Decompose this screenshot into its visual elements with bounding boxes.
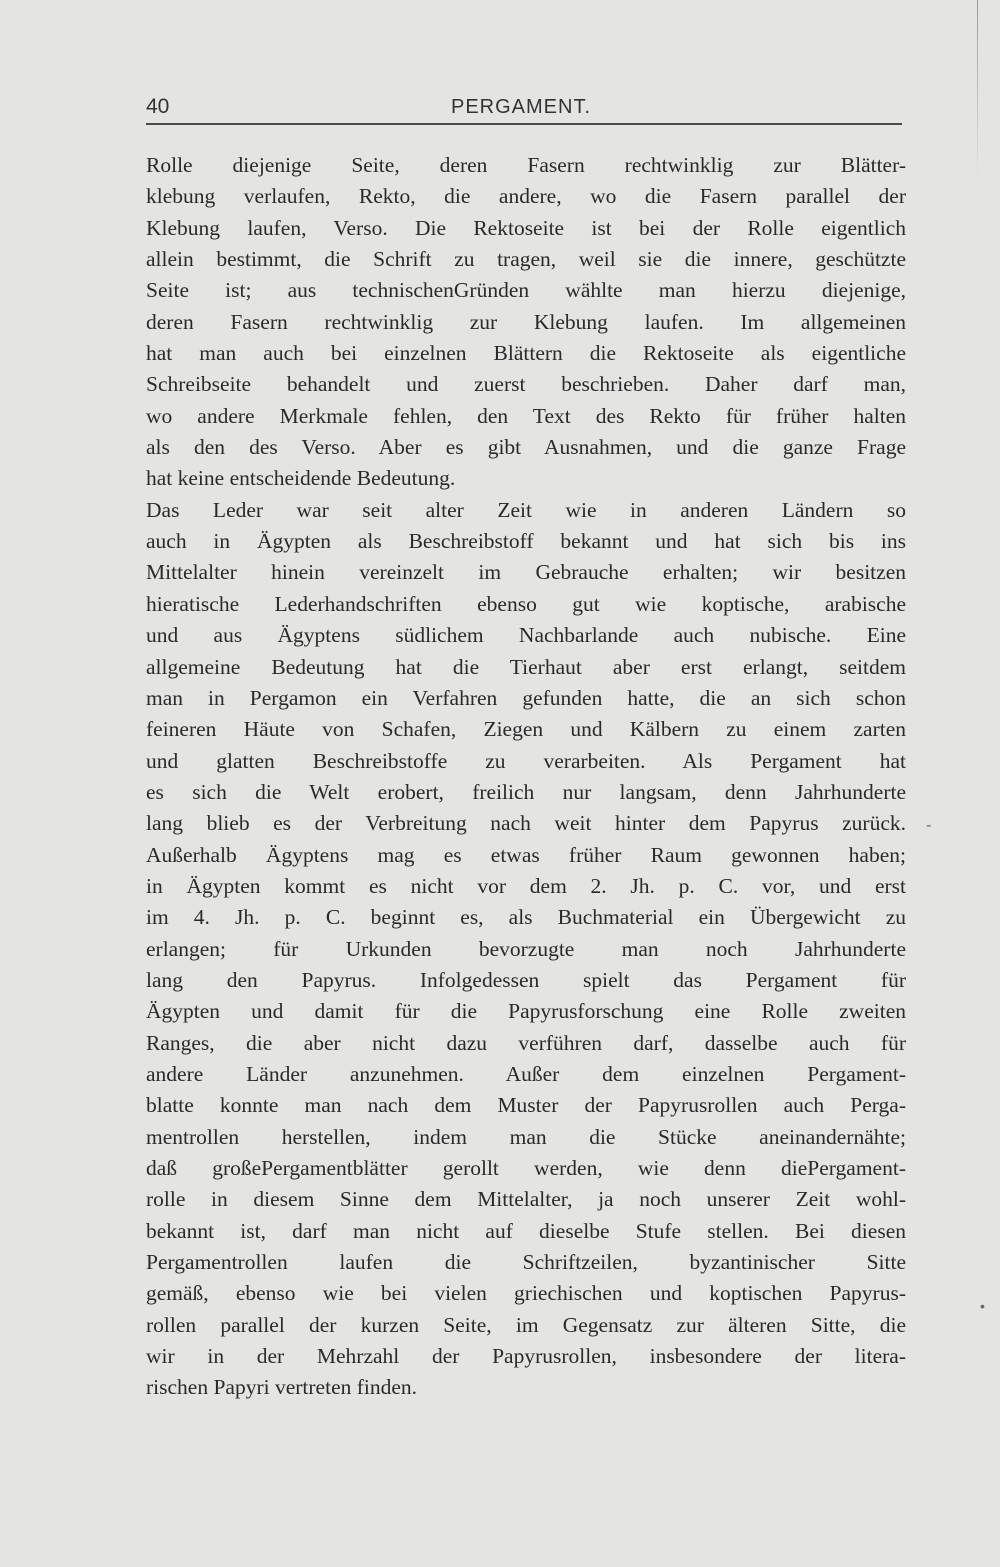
text-line: gemäß, ebenso wie bei vielen griechischen und koptischen Papyrus-: [146, 1281, 906, 1306]
body-text: [146, 150, 906, 1404]
text-line: Ägypten und damit für die Papyrusforschung eine Rolle zweiten: [146, 999, 906, 1024]
text-line: hat keine entscheidende Bedeutung.: [146, 466, 456, 491]
text-line: lang blieb es der Verbreitung nach weit hinter dem Papyrus zurück.: [146, 811, 906, 836]
text-line: Klebung laufen, Verso. Die Rektoseite ist bei der Rolle eigentlich: [146, 215, 906, 240]
text-line: rolle in diesem Sinne dem Mittelalter, ja noch unserer Zeit wohl-: [146, 1187, 906, 1212]
text-line: Seite ist; aus technischenGründen wählte man hierzu diejenige,: [146, 278, 906, 303]
text-line: daß großePergamentblätter gerollt werden, wie denn diePergament-: [146, 1156, 906, 1180]
text-line: und aus Ägyptens südlichem Nachbarlande auch nubische. Eine: [146, 623, 906, 648]
text-line: Ranges, die aber nicht dazu verführen darf, dasselbe auch für: [146, 1030, 906, 1055]
text-line: Außerhalb Ägyptens mag es etwas früher Raum gewonnen haben;: [146, 842, 906, 867]
text-line: im 4. Jh. p. C. beginnt es, als Buchmaterial ein Übergewicht zu: [146, 905, 906, 930]
text-line: Rolle diejenige Seite, deren Fasern rechtwinklig zur Blätter-: [146, 153, 906, 177]
text-line: bekannt ist, darf man nicht auf dieselbe Stufe stellen. Bei diesen: [146, 1218, 906, 1243]
page-header: [146, 92, 902, 126]
header-rule: [146, 123, 902, 125]
text-line: Mittelalter hinein vereinzelt im Gebrauche erhalten; wir besitzen: [146, 560, 906, 585]
text-line: und glatten Beschreibstoffe zu verarbeiten. Als Pergament hat: [146, 748, 906, 773]
text-line: auch in Ägypten als Beschreibstoff bekannt und hat sich bis ins: [146, 529, 906, 554]
text-line: mentrollen herstellen, indem man die Stücke aneinandernähte;: [146, 1124, 906, 1149]
text-line: Pergamentrollen laufen die Schriftzeilen, byzantinischer Sitte: [146, 1250, 906, 1275]
text-line: rischen Papyri vertreten finden.: [146, 1375, 418, 1400]
text-line: deren Fasern rechtwinklig zur Klebung laufen. Im allgemeinen: [146, 309, 906, 334]
margin-dot-mark: •: [980, 1298, 985, 1314]
text-line: hat man auch bei einzelnen Blättern die Rektoseite als eigentliche: [146, 341, 906, 366]
text-line: hieratische Lederhandschriften ebenso gut wie koptische, arabische: [146, 591, 906, 616]
text-line: rollen parallel der kurzen Seite, im Gegensatz zur älteren Sitte, die: [146, 1312, 906, 1337]
text-line: man in Pergamon ein Verfahren gefunden hatte, die an sich schon: [146, 685, 906, 710]
text-line: klebung verlaufen, Rekto, die andere, wo die Fasern parallel der: [146, 184, 906, 209]
text-line: es sich die Welt erobert, freilich nur langsam, denn Jahrhunderte: [146, 779, 906, 804]
page-edge-shadow: [977, 0, 978, 180]
text-line: in Ägypten kommt es nicht vor dem 2. Jh. p. C. vor, und erst: [146, 873, 906, 898]
text-line: allein bestimmt, die Schrift zu tragen, weil sie die innere, geschützte: [146, 247, 906, 272]
text-line: Schreibseite behandelt und zuerst beschrieben. Daher darf man,: [146, 372, 906, 397]
text-line: blatte konnte man nach dem Muster der Papyrusrollen auch Perga-: [146, 1093, 906, 1118]
text-line: Das Leder war seit alter Zeit wie in anderen Ländern so: [146, 497, 906, 522]
text-line: andere Länder anzunehmen. Außer dem einzelnen Pergament-: [146, 1061, 906, 1086]
margin-dash-mark: -: [926, 817, 932, 834]
text-line: erlangen; für Urkunden bevorzugte man noch Jahrhunderte: [146, 936, 906, 961]
text-line: lang den Papyrus. Infolgedessen spielt das Pergament für: [146, 967, 906, 992]
running-head: PERGAMENT.: [451, 96, 592, 118]
text-line: allgemeine Bedeutung hat die Tierhaut aber erst erlangt, seitdem: [146, 654, 906, 679]
text-line: wir in der Mehrzahl der Papyrusrollen, insbesondere der litera-: [146, 1344, 906, 1369]
text-line: als den des Verso. Aber es gibt Ausnahmen, und die ganze Frage: [146, 435, 906, 460]
text-line: wo andere Merkmale fehlen, den Text des Rekto für früher halten: [146, 403, 906, 428]
page-number: 40: [146, 95, 170, 118]
text-line: feineren Häute von Schafen, Ziegen und Kälbern zu einem zarten: [146, 717, 906, 742]
